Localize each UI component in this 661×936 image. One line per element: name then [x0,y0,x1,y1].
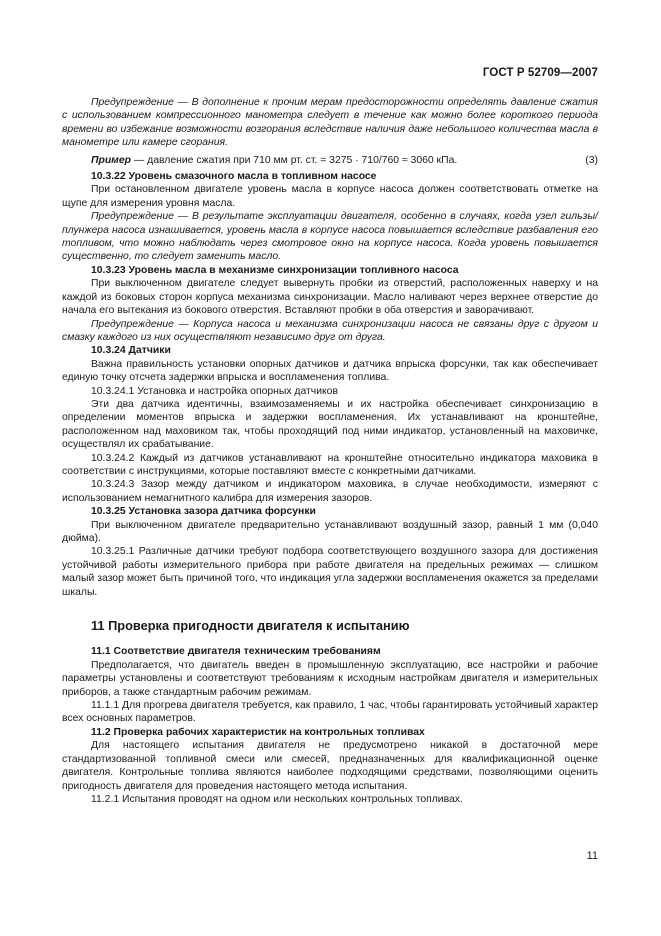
example-formula-row [62,154,598,167]
heading-11-1: 11.1 Соответствие двигателя техническим требованиям [91,646,381,658]
warning-10-3-23: Предупреждение — Корпуса насоса и механизма синхронизации насоса не связаны друг с другом и смазку каждого из них осуществляют независимо друг от друга. [62,318,598,343]
example-formula: — давление сжатия при 710 мм рт. ст. = 3275 · 710/760 ≈ 3060 кПа. [130,154,458,166]
paragraph-11-1-1: 11.1.1 Для прогрева двигателя требуется, как правило, 1 час, чтобы гарантировать устойчивый характер всех основных параметров. [62,700,598,725]
paragraph-10-3-25: При выключенном двигателе предварительно устанавливают воздушный зазор, равный 1 мм (0,040 дюйма). [62,519,598,544]
heading-10-3-22: 10.3.22 Уровень смазочного масла в топливном насосе [91,171,377,183]
heading-10-3-23: 10.3.23 Уровень масла в механизме синхронизации топливного насоса [91,264,459,276]
section-heading-11: 11 Проверка пригодности двигателя к испытанию [91,618,410,634]
warning-10-3-22: Предупреждение — В результате эксплуатации двигателя, особенно в случаях, когда узел гильзы/плунжера насоса изнашивается, уровень масла в корпусе насоса повышается вследствие разбавления его топливом, что можно наблюдать через смотровое окно на корпусе насоса. Когда уровень повышается существенно, то следует заменить масло. [62,211,598,263]
paragraph-11-2: Для настоящего испытания двигателя не предусмотрено никакой в достаточной мере стандартизованной топливной смеси или смесей, предназначенных для квалификационной оценке двигателя. Контрольные топлива являются наиболее подходящими средствами, позволяющими оценить пригодность двигателя для проведения настоящего метода испытания. [62,740,598,792]
paragraph-10-3-24: Важна правильность установки опорных датчиков и датчика впрыска форсунки, так как обеспечивает единую точку отсчета задержки впрыска и воспламенения топлива. [62,358,598,384]
warning-compression-pressure: Предупреждение — В дополнение к прочим мерам предосторожности определять давление сжатия с использованием компрессионного манометра следует в течение как можно более короткого периода времени во избежание возможности возгорания вследствие наличия даже небольшого количества масла в манометре или камере сгорания. [62,97,598,149]
paragraph-10-3-24-2: 10.3.24.2 Каждый из датчиков устанавливают на кронштейне относительно индикатора маховика в соответствии с инструкциями, которые поставляют вместе с конкретными датчиками. [62,452,598,477]
example-label: Пример [91,154,131,166]
document-code-header: ГОСТ Р 52709—2007 [482,67,598,79]
heading-10-3-24: 10.3.24 Датчики [91,345,171,357]
paragraph-10-3-22: При остановленном двигателе уровень масла в корпусе насоса должен соответствовать отметке на щупе для измерения уровня масла. [62,184,598,209]
paragraph-11-2-1: 11.2.1 Испытания проводят на одном или нескольких контрольных топливах. [91,793,463,805]
paragraph-10-3-24-1-title: 10.3.24.1 Установка и настройка опорных датчиков [91,385,338,397]
paragraph-10-3-23: При выключенном двигателе следует вывернуть пробки из отверстий, расположенных наверху и на каждой из боковых сторон корпуса механизма синхронизации. Масло наливают через верхнее отверстие до начала его вытекания из бокового отверстия. Вставляют пробки в оба отверстия и заворачивают. [62,278,598,317]
example-text [91,154,457,167]
heading-10-3-25: 10.3.25 Установка зазора датчика форсунки [91,506,316,518]
page-number: 11 [586,850,598,862]
paragraph-10-3-24-1: Эти два датчика идентичны, взаимозаменяемы и их настройка обеспечивает синхронизацию в определении моментов впрыска и задержки воспламенения. Их устанавливают на кронштейне, расположенном над маховиком так, чтобы проходящий под ними индикатор, установленный на маховичке, осуществлял их срабатывание. [62,398,598,451]
document-body [62,96,598,806]
paragraph-10-3-25-1: 10.3.25.1 Различные датчики требуют подбора соответствующего воздушного зазора для достижения устойчивой работы измерительного прибора при работе двигателя на предельных режимах — слишком малый зазор может быть причиной того, что индикация угла задержки воспламенения окажется за пределами шкалы. [62,546,598,598]
paragraph-10-3-24-3: 10.3.24.3 Зазор между датчиком и индикатором маховика, в случае необходимости, измеряют с использованием немагнитного калибра для измерения зазоров. [62,479,598,504]
paragraph-11-1: Предполагается, что двигатель введен в промышленную эксплуатацию, все настройки и рабочие параметры установлены и соответствуют требованиям к исходным настройкам двигателя и измерительных приборов, а также стандартным рабочим режимам. [62,659,598,698]
heading-11-2: 11.2 Проверка рабочих характеристик на контрольных топливах [91,726,425,738]
formula-number: (3) [585,154,598,166]
